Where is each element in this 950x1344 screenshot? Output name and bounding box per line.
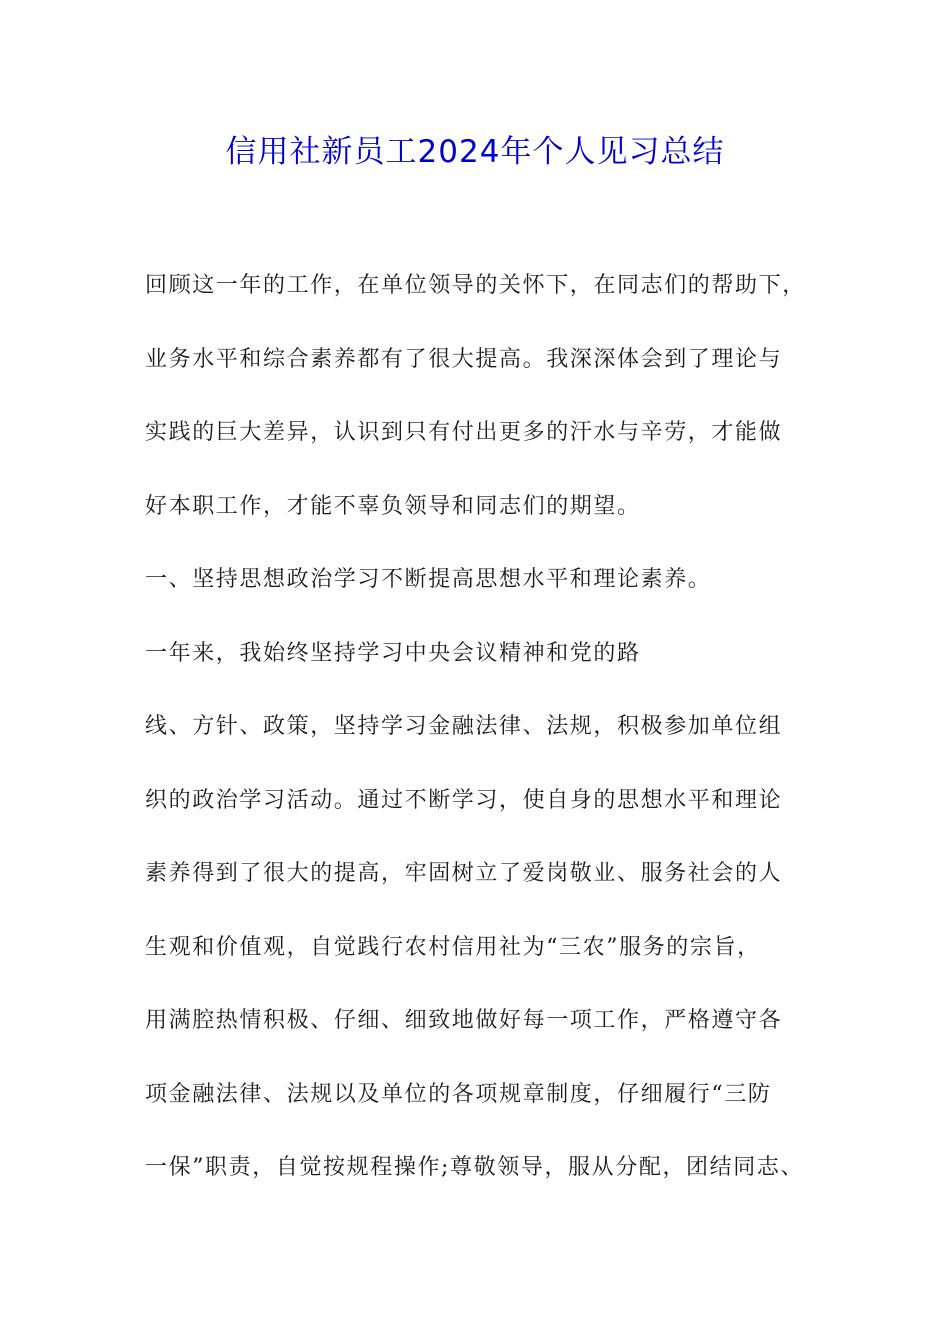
body-line: 生观和价值观，自觉践行农村信用社为“三农”服务的宗旨， [145,934,761,960]
body-line: 线、方针、政策，坚持学习金融法律、法规，积极参加单位组 [145,714,783,739]
body-line: 织的政治学习活动。通过不断学习，使自身的思想水平和理论 [145,787,783,813]
document-body [145,262,835,1218]
body-line: 好本职工作，才能不辜负领导和同志们的期望。 [145,493,641,519]
body-line: 素养得到了很大的提高，牢固树立了爱岗敬业、服务社会的人 [145,861,783,886]
body-line: 一保”职责，自觉按规程操作;尊敬领导，服从分配，团结同志、 [145,1155,805,1180]
document-title: 信用社新员工2024年个人见习总结 [225,134,725,170]
body-line: 实践的巨大差异，认识到只有付出更多的汗水与辛劳，才能做 [145,420,783,445]
body-line: 一年来，我始终坚持学习中央会议精神和党的路 [145,640,641,666]
section-heading: 一、坚持思想政治学习不断提高思想水平和理论素养。 [145,567,712,592]
body-line: 回顾这一年的工作，在单位领导的关怀下，在同志们的帮助下， [145,273,806,298]
body-line: 业务水平和综合素养都有了很大提高。我深深体会到了理论与 [145,346,783,372]
body-line: 用满腔热情积极、仔细、细致地做好每一项工作，严格遵守各 [145,1008,783,1033]
body-line: 项金融法律、法规以及单位的各项规章制度，仔细履行“三防 [145,1081,772,1107]
